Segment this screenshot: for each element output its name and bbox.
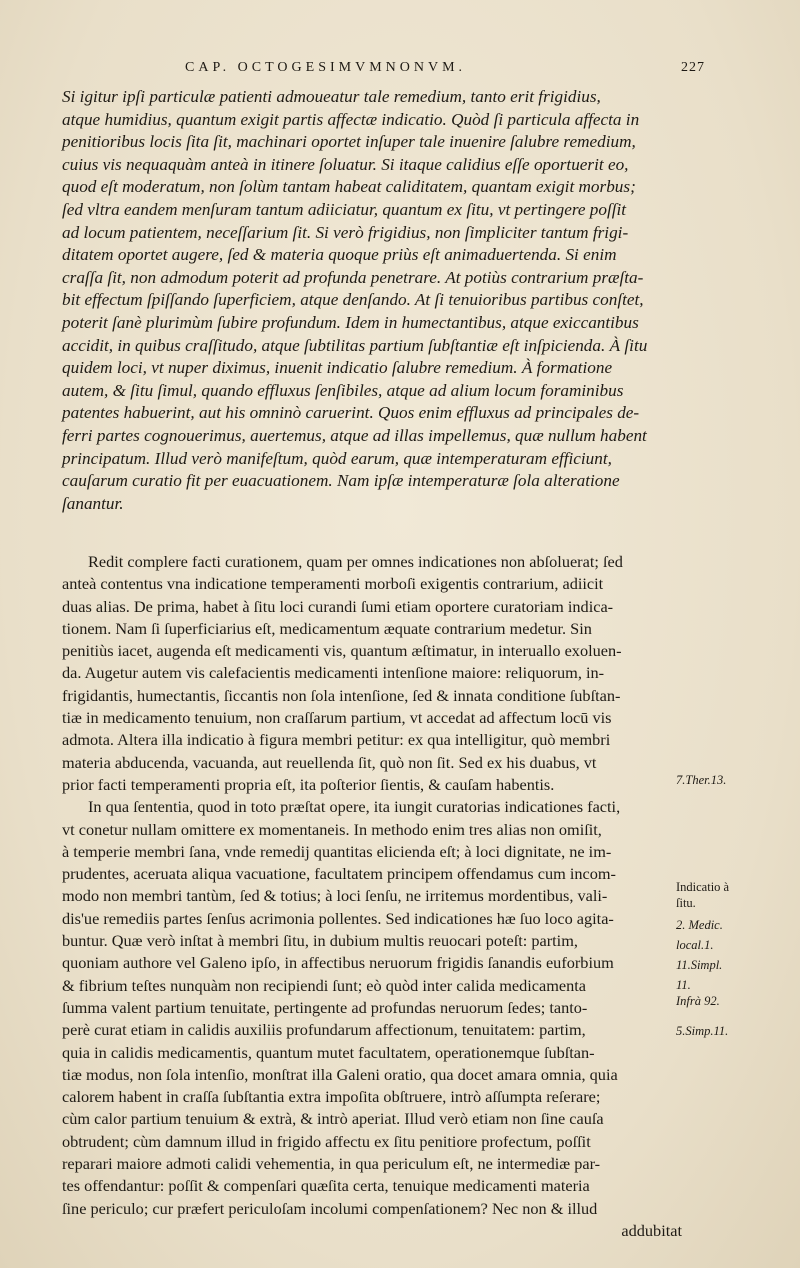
italic-line: autem, & ſitu ſimul, quando effluxus ſenſibiles, atque ad alium locum foraminibus (62, 380, 624, 400)
body-line: buntur. Quæ verò inſtat à membri ſitu, in dubium multis reuocari poteſt: partim, (62, 931, 578, 951)
body-line: admota. Altera illa indicatio à figura membri petitur: ex qua intelligitur, quò membri (62, 730, 611, 750)
body-line: da. Augetur autem vis calefacientis medicamenti intenſione maiore: reliquorum, in- (62, 663, 605, 683)
body-line: In qua ſententia, quod in toto præſtat opere, ita iungit curatorias indicationes facti, (88, 797, 621, 817)
italic-line: cuius vis nequaquàm anteà in itinere ſoluatur. Si itaque calidius eſſe oportuerit eo, (62, 154, 629, 174)
body-line: tiæ in medicamento tenuium, non craſſarum partium, vt accedat ad affectum locū vis (62, 708, 612, 728)
italic-line: Si igitur ipſi particulæ patienti admoueatur tale remedium, tanto erit frigidius, (62, 87, 601, 106)
italic-line: principatum. Illud verò manifeſtum, quòd earum, quæ intemperaturam efficiunt, (62, 448, 612, 468)
italic-line: patentes habuerint, aut his omninò caruerint. Quos enim effluxus ad principales de- (62, 403, 640, 423)
commentary-text-block (62, 551, 682, 1242)
italic-line: penitioribus locis ſita ſit, machinari oportet inſuper tale inuenire ſalubre remedium, (62, 132, 636, 152)
body-line: quia in calidis medicamentis, quantum mutet facultatem, operationemque ſubſtan- (62, 1042, 595, 1062)
body-line: à temperie membri ſana, vnde remedij quantitas elicienda eſt; à loci dignitate, ne im- (62, 841, 612, 861)
body-line: perè curat etiam in calidis auxiliis profundarum affectionum, tenuitatem: partim, (62, 1020, 586, 1040)
italic-line: quidem loci, vt nuper diximus, inuenit indicatio ſalubre remedium. À formatione (62, 358, 613, 378)
body-line: quoniam authore vel Galeno ipſo, in affectibus neruorum frigidis ſanandis euforbium (62, 953, 614, 973)
italic-line: atque humidius, quantum exigit partis affectæ indicatio. Quòd ſi particula affecta in (62, 109, 640, 129)
italic-line: craſſa ſit, non admodum poterit ad profunda penetrare. At potiùs contrarium præſta- (62, 267, 644, 287)
body-line: Redit complere facti curationem, quam per omnes indicationes non abſoluerat; ſed (88, 552, 623, 571)
italic-line: cauſarum curatio fit per euacuationem. Nam ipſæ intemperaturæ ſola alteratione (62, 471, 620, 491)
body-line: prudentes, aceruata aliqua vacuatione, facultatem principem offendamus cum incom- (62, 864, 616, 884)
body-line: calorem habent in craſſa ſubſtantia extra impoſita obſtruere, intrò aſſumpta reſerare; (62, 1087, 601, 1107)
italic-line: quod eſt moderatum, non ſolùm tantam habeat caliditatem, quantam exigit morbus; (62, 177, 636, 197)
body-line: anteà contentus vna indicatione temperamenti morboſi exigentis contrarium, adiicit (62, 574, 604, 594)
italic-line: ditatem oportet augere, ſed & materia quoque priùs eſt animaduertenda. Si enim (62, 245, 617, 265)
body-line: tes offendantur: poſſit & compenſari quæſita certa, tenuique medicamenti materia (62, 1176, 590, 1196)
running-head (185, 60, 705, 82)
italic-line: accidit, in quibus craſſitudo, atque ſubtilitas partium ſubſtantiæ eſt inſpicienda. À ſitu (62, 335, 648, 355)
italic-line: bit effectum ſpiſſando ſuperficiem, atque denſando. At ſi tenuioribus partibus conſtet, (62, 290, 644, 310)
italic-line: ſed vltra eandem menſuram tantum adiiciatur, quantum ex ſitu, vt pertingere poſſit (62, 199, 627, 219)
body-line: ſumma valent partium tenuitate, pertingente ad profundas neruorum ſedes; tanto- (62, 997, 588, 1017)
body-line: vt conetur nullam omittere ex momentaneis. In methodo enim tres alias non omiſit, (62, 819, 602, 839)
catchword: addubitat (621, 1220, 682, 1240)
margin-note: 7.Ther.13. (676, 773, 727, 787)
body-line: penitiùs iacet, augenda eſt medicamenti vis, quantum æſtimatur, in interuallo exoluen- (62, 641, 622, 661)
margin-note: 11. (676, 978, 691, 992)
margin-note: Indicatio à (676, 880, 730, 894)
margin-note: 11.Simpl. (676, 958, 723, 972)
margin-note: ſitu. (676, 896, 696, 910)
italic-line: ad locum patientem, neceſſarium ſit. Si verò frigidius, non ſimpliciter tantum frigi- (62, 222, 629, 242)
body-line: prior facti temperamenti propria eſt, ita poſterior ſientis, & cauſam habentis. (62, 774, 555, 794)
body-line: tiæ modus, non ſola intenſio, monſtrat illa Galeni oratio, qua docet amara omnia, quia (62, 1064, 618, 1084)
italic-line: ſanantur. (62, 493, 124, 513)
italic-text-block (62, 86, 682, 515)
body-line: tionem. Nam ſi ſuperficiarius eſt, medicamentum æquate contrarium medetur. Sin (62, 618, 592, 638)
body-line: ſine periculo; cur præfert periculoſam incolumi compenſationem? Nec non & illud (62, 1198, 598, 1218)
page-number: 227 (681, 60, 705, 75)
body-line: dis'ue remediis partes ſenſus acrimonia pollentes. Sed indicationes hæ ſuo loco agita- (62, 908, 614, 928)
margin-note: Infrà 92. (676, 994, 720, 1008)
margin-note: local.1. (676, 938, 714, 952)
body-line: reparari maiore admoti calidi vehementia, in qua periculum eſt, ne intermediæ par- (62, 1154, 601, 1174)
body-line: & fibrium teſtes nunquàm non recipiendi ſunt; eò quòd inter calida medicamenta (62, 975, 587, 995)
italic-line: ferri partes cognouerimus, auertemus, atque ad illas impellemus, quæ nullum habent (62, 425, 647, 445)
chapter-title: CAP. OCTOGESIMVMNONVM. (185, 60, 467, 75)
margin-note: 5.Simp.11. (676, 1024, 729, 1038)
body-line: cùm calor partium tenuium & extrà, & intrò aperiat. Illud verò etiam non ſine cauſa (62, 1109, 604, 1129)
margin-note: 2. Medic. (676, 918, 723, 932)
body-line: duas alias. De prima, habet à ſitu loci curandi ſumi etiam oportere curatoriam indica- (62, 596, 614, 616)
body-line: materia abducenda, vacuanda, aut reuellenda ſit, quò non ſit. Sed ex his duabus, vt (62, 752, 597, 772)
italic-line: poterit ſanè plurimùm ſubire profundum. Idem in humectantibus, atque exiccantibus (62, 312, 639, 332)
body-line: frigidantis, humectantis, ſiccantis non ſola intenſione, ſed & innata conditione ſubſtan- (62, 685, 621, 705)
body-line: obtrudent; cùm damnum illud in frigido affectu ex ſitu penitiore profectum, poſſit (62, 1131, 591, 1151)
body-line: modo non membri tantùm, ſed & totius; à loci ſenſu, ne irritemus mordentibus, vali- (62, 886, 608, 906)
